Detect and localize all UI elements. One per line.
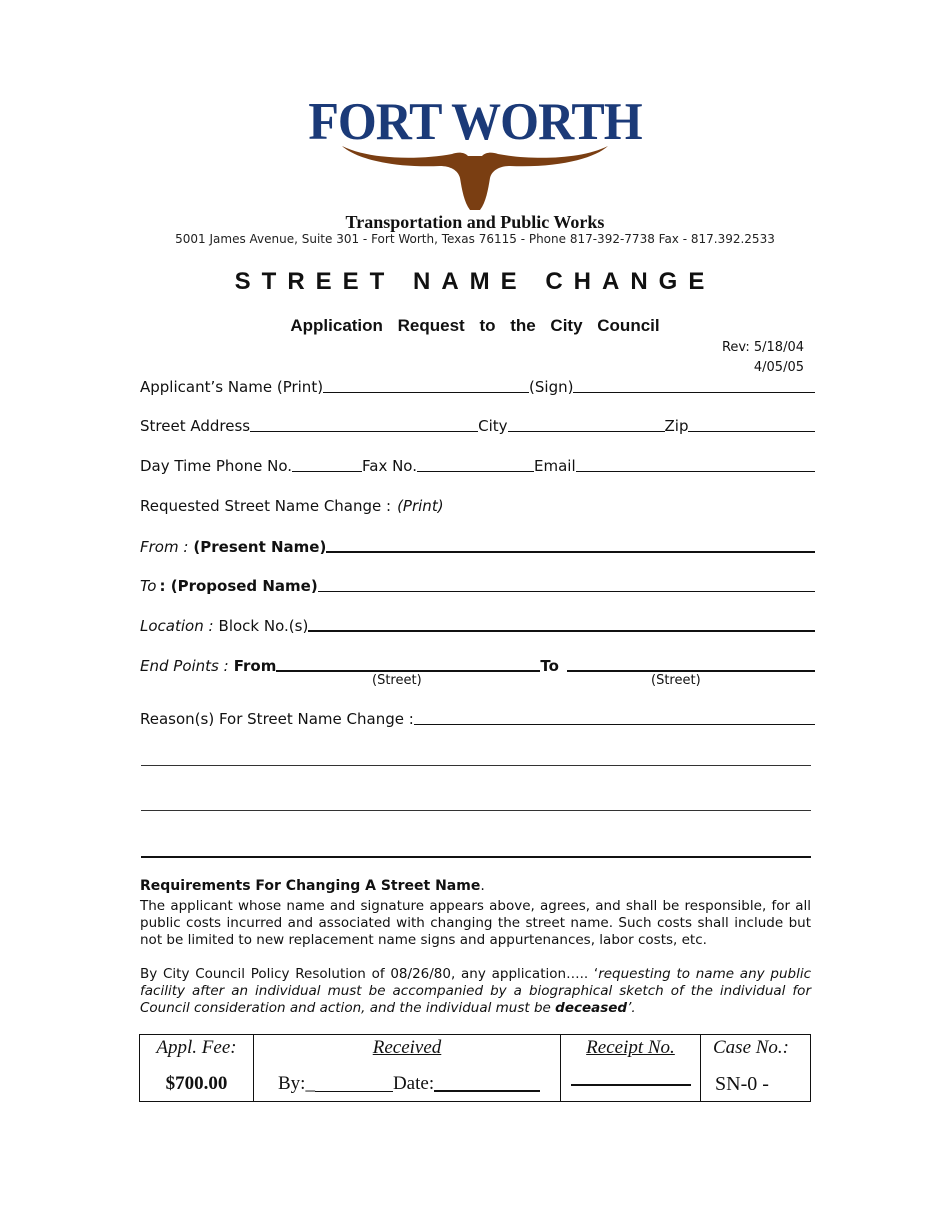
end-to-label: To [540,657,559,675]
reasons-line-3[interactable] [141,810,811,811]
received-by-field[interactable] [315,1091,393,1092]
print-note: (Print) [397,497,444,515]
department-address: 5001 James Avenue, Suite 301 - Fort Worth, Texas 76115 - Phone 817-392-7738 Fax - 817.392.2533 [175,232,775,246]
street-address-field[interactable] [250,431,478,432]
block-no-field[interactable] [308,630,815,632]
to-row [140,573,815,595]
from-label: From : [140,538,189,556]
location-row [140,613,815,635]
fort-worth-logo-text: FORT WORTH [308,91,642,151]
fee-table [139,1034,811,1102]
receipt-label: Receipt No. [586,1037,675,1058]
received-label: Received [372,1037,442,1058]
appl-fee-cell [140,1035,254,1102]
requested-change-row [140,493,815,515]
location-label: Location : [140,617,214,635]
proposed-name-field[interactable] [318,591,815,592]
to-label: To [140,577,157,595]
requirements-paragraph-1: The applicant whose name and signature appears above, agrees, and shall be responsible, for all public costs incurred and associated with changing the street name. Such costs shall include but not be limited to new replacement name signs and appurtenances, labor costs, etc. [140,898,811,948]
address-row [140,413,815,435]
department-name: Transportation and Public Works [345,212,605,232]
reasons-line-2[interactable] [141,765,811,766]
revision-date: Rev: 5/18/04 [721,340,804,355]
revision-dates [722,338,804,378]
applicant-row [140,374,815,396]
page-title: STREET NAME CHANGE [234,268,716,295]
reasons-field[interactable] [414,724,815,725]
case-value: SN-0 - [715,1073,769,1095]
receipt-no-field[interactable] [571,1084,691,1086]
end-from-label: From [233,657,277,675]
proposed-name-label: : (Proposed Name) [159,577,318,595]
policy-deceased: deceased [555,1000,628,1016]
page-subtitle: Application Request to the City Council [290,316,660,335]
reasons-line-4[interactable] [141,856,811,858]
requirements-heading [140,878,485,894]
appl-fee-label: Appl. Fee: [156,1037,237,1058]
requirements-heading-text: Requirements For Changing A Street Name [140,878,481,894]
end-from-field[interactable] [276,670,540,672]
fax-label: Fax No. [362,457,417,475]
block-no-label: Block No.(s) [218,617,309,635]
requested-change-label: Requested Street Name Change : [140,497,392,515]
sign-label: (Sign) [529,378,574,396]
from-row [140,534,815,556]
applicant-name-field[interactable] [323,392,529,393]
received-date-field[interactable] [434,1090,540,1092]
appl-fee-value: $700.00 [165,1073,228,1094]
receipt-cell [561,1035,701,1102]
received-cell [254,1035,561,1102]
present-name-label: (Present Name) [193,538,327,556]
reasons-row [140,706,815,728]
city-field[interactable] [508,431,665,432]
city-label: City [478,417,508,435]
email-field[interactable] [576,471,815,472]
end-to-street-note: (Street) [651,673,701,688]
reasons-label: Reason(s) For Street Name Change : [140,710,414,728]
day-phone-field[interactable] [292,471,362,472]
requirements-heading-period: . [480,878,485,894]
zip-field[interactable] [688,431,815,432]
received-by-row [278,1073,560,1095]
by-label: By:_ [278,1073,315,1094]
end-from-street-note: (Street) [372,673,422,688]
end-points-row [140,653,815,675]
requirements-paragraph-2 [140,966,811,1017]
policy-quote: requesting to name any public facility after an individual must be accompanied by a biographical sketch of the individual for Council consideration and action, and the individual must be [140,966,811,1016]
end-points-label: End Points : [140,657,229,675]
applicant-name-label: Applicant’s Name (Print) [140,378,324,396]
email-label: Email [534,457,576,475]
end-to-field[interactable] [567,670,815,672]
revision-date-2: 4/05/05 [753,360,804,375]
street-address-label: Street Address [140,417,251,435]
date-label: Date: [392,1073,435,1094]
contact-row [140,453,815,475]
longhorn-logo-icon [340,138,610,216]
zip-label: Zip [664,417,689,435]
policy-text: By City Council Policy Resolution of 08/26/80, any application….. ‘ [140,966,599,982]
policy-end: ’. [627,1000,636,1016]
day-phone-label: Day Time Phone No. [140,457,292,475]
present-name-field[interactable] [326,551,815,553]
case-label: Case No.: [713,1037,789,1058]
signature-field[interactable] [573,392,815,393]
fax-field[interactable] [417,471,534,472]
case-cell [701,1035,811,1102]
